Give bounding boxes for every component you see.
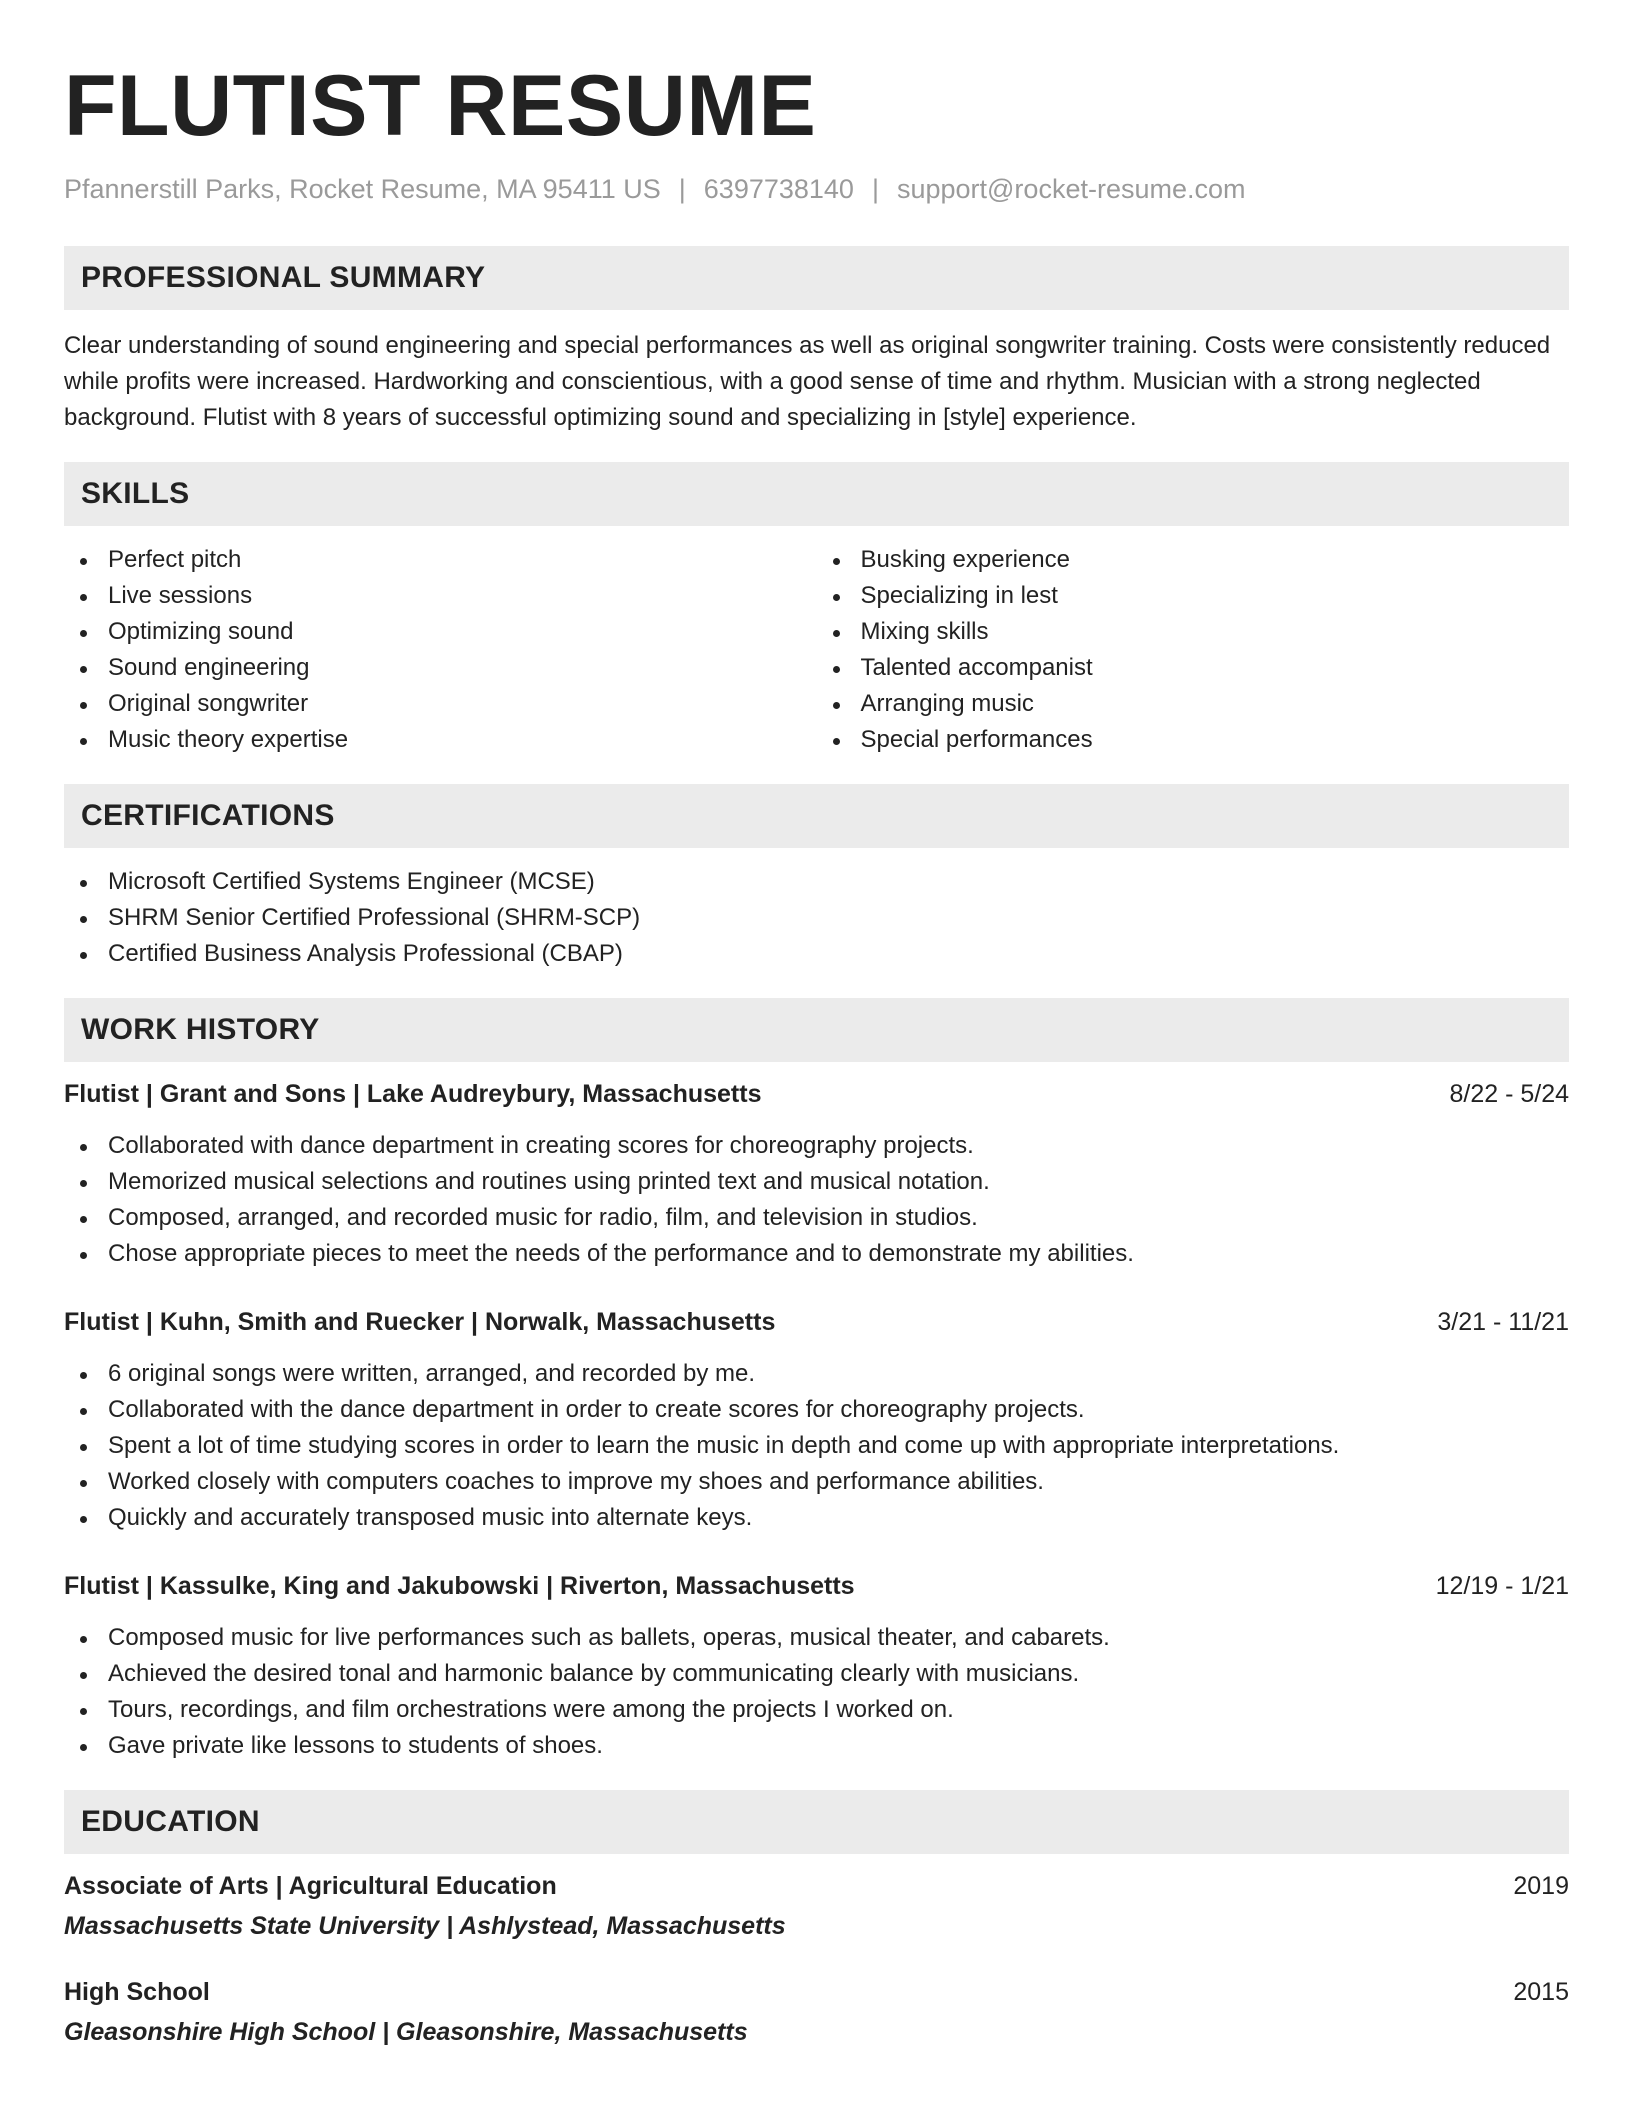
skill-item: Sound engineering [64, 650, 817, 686]
contact-email: support@rocket-resume.com [896, 174, 1246, 204]
job-duty: 6 original songs were written, arranged, and recorded by me. [64, 1356, 1569, 1392]
job-duties [64, 1620, 1569, 1764]
contact-address: Pfannerstill Parks, Rocket Resume, MA 95411 US [64, 174, 661, 204]
skills-list [64, 542, 1569, 758]
skills-right-column [817, 542, 1570, 758]
job-duty: Collaborated with the dance department in order to create scores for choreography projects. [64, 1392, 1569, 1428]
education-entry [64, 1868, 1569, 1944]
job-duty: Memorized musical selections and routines using printed text and musical notation. [64, 1164, 1569, 1200]
summary-heading: PROFESSIONAL SUMMARY [64, 246, 1569, 310]
job-header [64, 1568, 1569, 1604]
job-duty: Composed music for live performances such as ballets, operas, musical theater, and cabarets. [64, 1620, 1569, 1656]
job-duty: Spent a lot of time studying scores in order to learn the music in depth and come up with appropriate interpretations. [64, 1428, 1569, 1464]
education-degree: Associate of Arts | Agricultural Education [64, 1872, 557, 1900]
job-duties [64, 1356, 1569, 1536]
skill-item: Mixing skills [817, 614, 1570, 650]
resume-title: FLUTIST RESUME [64, 58, 817, 154]
skill-item: Original songwriter [64, 686, 817, 722]
education-degree: High School [64, 1978, 210, 2006]
skill-item: Talented accompanist [817, 650, 1570, 686]
job-duty: Tours, recordings, and film orchestrations were among the projects I worked on. [64, 1692, 1569, 1728]
skills-heading: SKILLS [64, 462, 1569, 526]
certification-item: SHRM Senior Certified Professional (SHRM-SCP) [64, 900, 1569, 936]
job-header [64, 1304, 1569, 1340]
contact-separator: | [871, 174, 879, 204]
education-year: 2019 [1513, 1872, 1569, 1900]
job-duty: Achieved the desired tonal and harmonic balance by communicating clearly with musicians. [64, 1656, 1569, 1692]
skill-item: Music theory expertise [64, 722, 817, 758]
skill-item: Busking experience [817, 542, 1570, 578]
work-history-heading: WORK HISTORY [64, 998, 1569, 1062]
education-school: Gleasonshire High School | Gleasonshire, Massachusetts [64, 2018, 748, 2046]
job-title: Flutist | Grant and Sons | Lake Audreybury, Massachusetts [64, 1080, 762, 1108]
job-duty: Quickly and accurately transposed music into alternate keys. [64, 1500, 1569, 1536]
job-entry [64, 1304, 1569, 1536]
education-header [64, 1974, 1569, 2010]
contact-phone: 6397738140 [703, 174, 854, 204]
job-duty: Gave private like lessons to students of shoes. [64, 1728, 1569, 1764]
summary-text: Clear understanding of sound engineering and special performances as well as original songwriter training. Costs were consistently reduced while profits were increased. Hardworking and conscientious, with a good sense of time and rhythm. Musician with a strong neglected background. Flutist with 8 years of successful optimizing sound and specializing in [style] experience. [64, 332, 1551, 431]
skill-item: Perfect pitch [64, 542, 817, 578]
job-dates: 8/22 - 5/24 [1449, 1080, 1569, 1108]
skills-left-column [64, 542, 817, 758]
job-title: Flutist | Kuhn, Smith and Ruecker | Norwalk, Massachusetts [64, 1308, 776, 1336]
certifications-list [64, 864, 1569, 972]
education-entry [64, 1974, 1569, 2050]
skill-item: Special performances [817, 722, 1570, 758]
job-duty: Collaborated with dance department in creating scores for choreography projects. [64, 1128, 1569, 1164]
job-duty: Composed, arranged, and recorded music for radio, film, and television in studios. [64, 1200, 1569, 1236]
skill-item: Optimizing sound [64, 614, 817, 650]
job-entry [64, 1568, 1569, 1764]
job-title: Flutist | Kassulke, King and Jakubowski | Riverton, Massachusetts [64, 1572, 855, 1600]
education-school: Massachusetts State University | Ashlystead, Massachusetts [64, 1912, 786, 1940]
education-heading: EDUCATION [64, 1790, 1569, 1854]
certifications-heading: CERTIFICATIONS [64, 784, 1569, 848]
contact-line [64, 172, 1569, 206]
job-dates: 12/19 - 1/21 [1435, 1572, 1569, 1600]
certification-item: Microsoft Certified Systems Engineer (MCSE) [64, 864, 1569, 900]
job-duty: Worked closely with computers coaches to improve my shoes and performance abilities. [64, 1464, 1569, 1500]
skill-item: Arranging music [817, 686, 1570, 722]
job-dates: 3/21 - 11/21 [1437, 1308, 1569, 1336]
job-header [64, 1076, 1569, 1112]
education-header [64, 1868, 1569, 1904]
skill-item: Live sessions [64, 578, 817, 614]
skill-item: Specializing in lest [817, 578, 1570, 614]
job-duty: Chose appropriate pieces to meet the needs of the performance and to demonstrate my abilities. [64, 1236, 1569, 1272]
contact-separator: | [678, 174, 686, 204]
education-year: 2015 [1513, 1978, 1569, 2006]
job-entry [64, 1076, 1569, 1272]
certification-item: Certified Business Analysis Professional (CBAP) [64, 936, 1569, 972]
job-duties [64, 1128, 1569, 1272]
